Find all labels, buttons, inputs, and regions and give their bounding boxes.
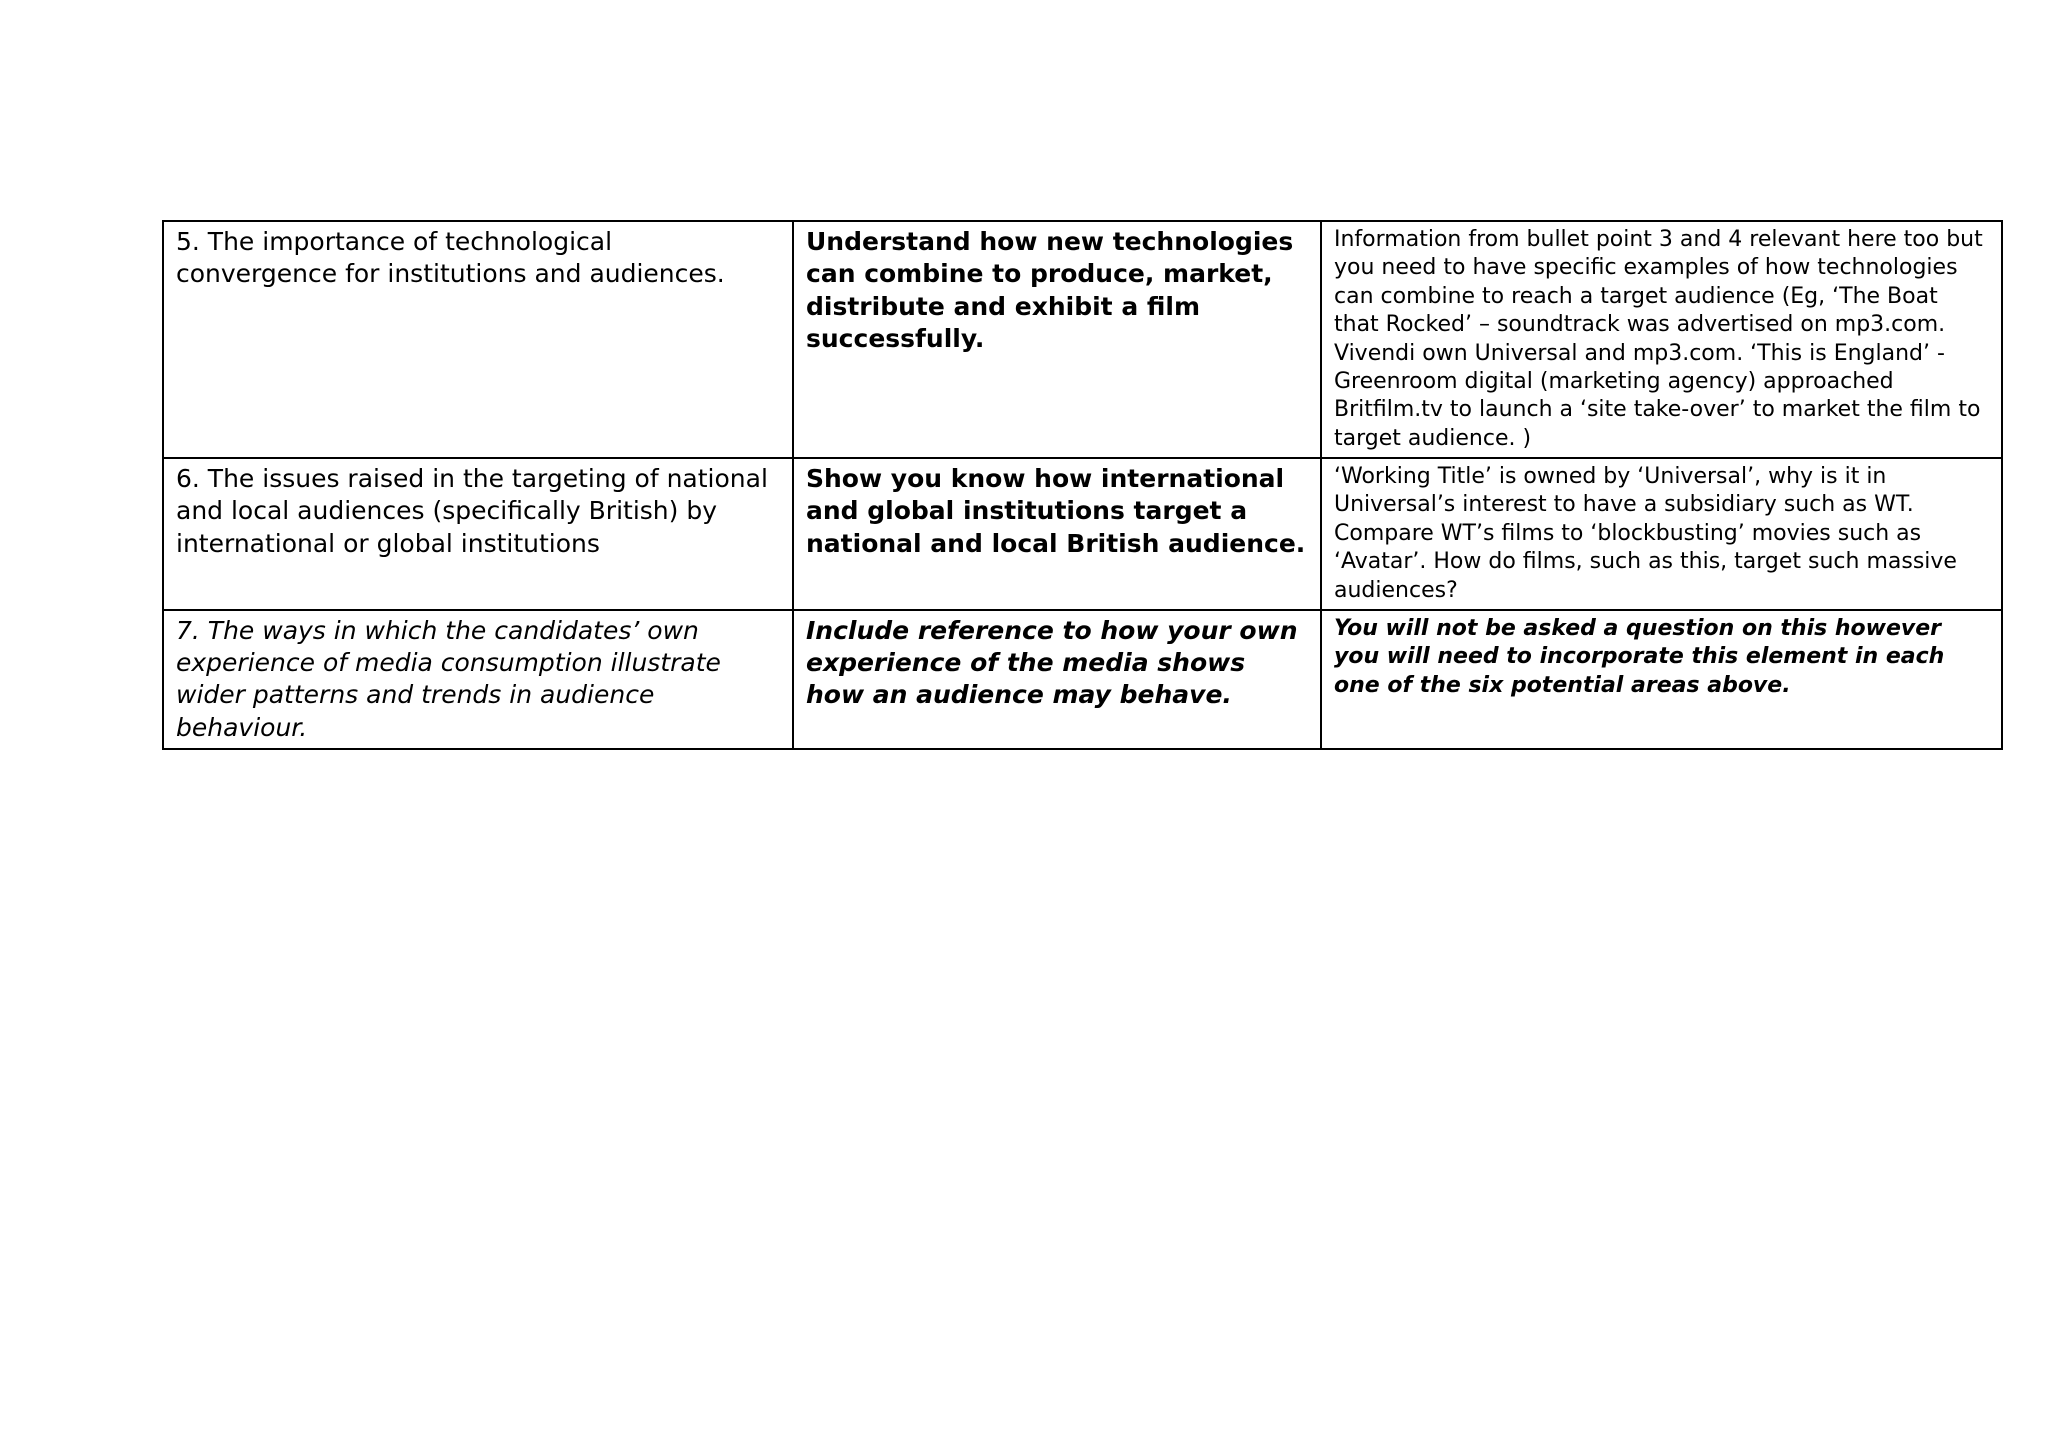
objective-cell: Show you know how international and global institutions target a national and local British audience. bbox=[793, 458, 1321, 610]
table-row bbox=[163, 610, 2002, 749]
content-table bbox=[162, 220, 2003, 750]
topic-cell: 6. The issues raised in the targeting of national and local audiences (specifically British) by international or global institutions bbox=[163, 458, 793, 610]
notes-cell: You will not be asked a question on this however you will need to incorporate this element in each one of the six potential areas above. bbox=[1321, 610, 2002, 749]
table-row bbox=[163, 458, 2002, 610]
notes-cell: Information from bullet point 3 and 4 relevant here too but you need to have specific examples of how technologies can combine to reach a target audience (Eg, ‘The Boat that Rocked’ – soundtrack was advertised on mp3.com. Vivendi own Universal and mp3.com. ‘This is England’ - Greenroom digital (marketing agency) approached Britfilm.tv to launch a ‘site take-over’ to market the film to target audience. ) bbox=[1321, 221, 2002, 458]
objective-cell: Include reference to how your own experience of the media shows how an audience may behave. bbox=[793, 610, 1321, 749]
table-row bbox=[163, 221, 2002, 458]
objective-cell: Understand how new technologies can combine to produce, market, distribute and exhibit a film successfully. bbox=[793, 221, 1321, 458]
topic-cell: 5. The importance of technological convergence for institutions and audiences. bbox=[163, 221, 793, 458]
notes-cell: ‘Working Title’ is owned by ‘Universal’, why is it in Universal’s interest to have a subsidiary such as WT. Compare WT’s films to ‘blockbusting’ movies such as ‘Avatar’. How do films, such as this, target such massive audiences? bbox=[1321, 458, 2002, 610]
topic-cell: 7. The ways in which the candidates’ own experience of media consumption illustrate wider patterns and trends in audience behaviour. bbox=[163, 610, 793, 749]
